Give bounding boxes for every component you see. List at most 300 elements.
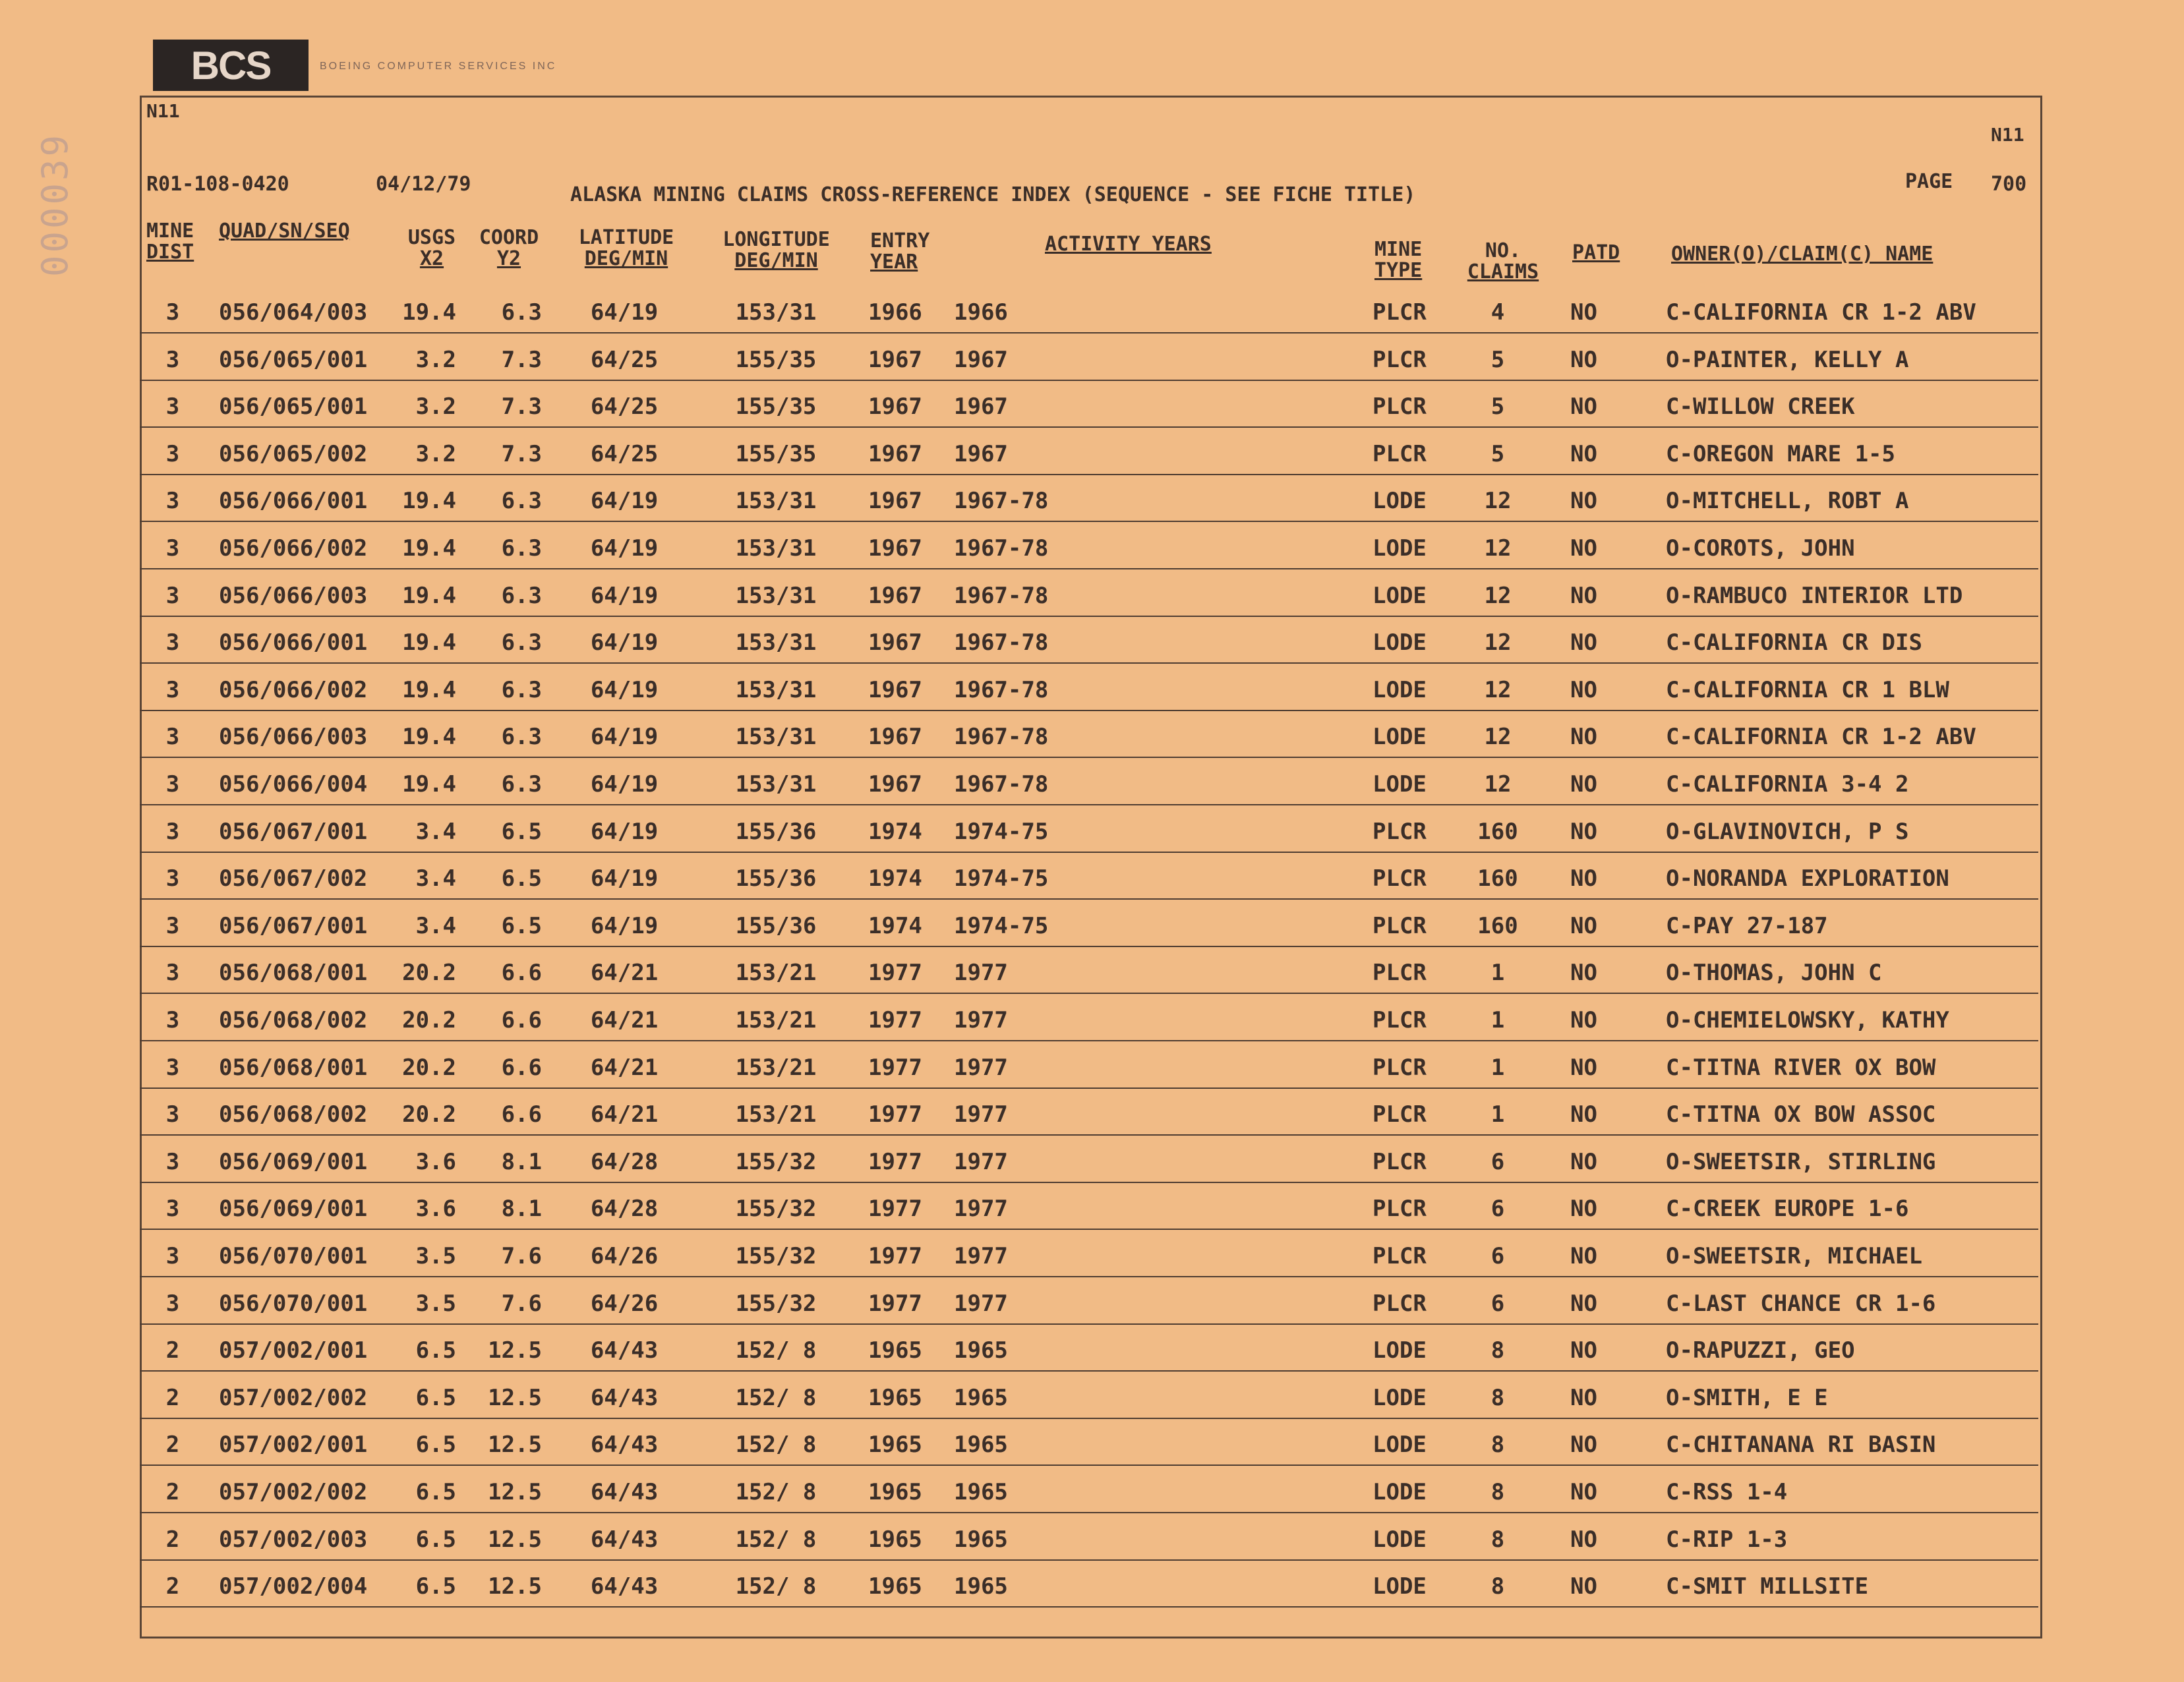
cell-lat: 64/19 [590,535,659,562]
cell-dist: 3 [165,1007,180,1033]
table-row [140,1376,2038,1422]
cell-dist: 3 [165,440,180,467]
cell-quad: 056/069/001 [219,1196,368,1223]
cell-type: LODE [1372,629,1427,656]
cell-lat: 64/19 [590,676,659,703]
cell-y2: 6.6 [501,1054,542,1081]
cell-y2: 12.5 [488,1479,542,1505]
cell-lon: 152/ 8 [735,1337,817,1364]
cell-patd: NO [1570,488,1597,515]
cell-type: LODE [1372,724,1427,751]
cell-lon: 152/ 8 [735,1573,817,1600]
cell-quad: 056/066/002 [219,535,368,562]
cell-owner: O-THOMAS, JOHN C [1666,960,1882,987]
cell-x2: 20.2 [402,1101,456,1128]
cell-activity: 1977 [954,1007,1008,1033]
cell-lat: 64/28 [590,1196,659,1223]
cell-activity: 1965 [954,1573,1008,1600]
row-rule [140,662,2038,664]
cell-activity: 1965 [954,1337,1008,1364]
table-row [140,290,2038,336]
report-title: ALASKA MINING CLAIMS CROSS-REFERENCE INDEX (SEQUENCE - SEE FICHE TITLE) [570,183,1416,206]
cell-y2: 6.3 [501,629,542,656]
table-row [140,620,2038,666]
cell-quad: 056/069/001 [219,1148,368,1175]
cell-type: PLCR [1372,1007,1427,1033]
cell-patd: NO [1570,1290,1597,1317]
cell-activity: 1965 [954,1479,1008,1505]
cell-type: PLCR [1372,393,1427,420]
cell-x2: 20.2 [402,1054,456,1081]
cell-entry: 1977 [868,1101,922,1128]
cell-y2: 6.3 [501,488,542,515]
cell-lat: 64/43 [590,1432,659,1459]
row-rule [140,474,2038,475]
cell-entry: 1967 [868,346,922,373]
cell-y2: 7.6 [501,1290,542,1317]
cell-owner: C-LAST CHANCE CR 1-6 [1666,1290,1936,1317]
cell-dist: 3 [165,1148,180,1175]
cell-y2: 7.3 [501,393,542,420]
cell-quad: 056/065/001 [219,346,368,373]
cell-quad: 056/068/002 [219,1007,368,1033]
col-entry-year [870,231,930,273]
cell-claims: 8 [1490,1337,1505,1364]
cell-patd: NO [1570,299,1597,326]
cell-x2: 3.2 [415,393,456,420]
cell-x2: 19.4 [402,771,456,798]
table-row [140,1140,2038,1186]
col-coord-line2: Y2 [496,247,521,270]
cell-owner: C-SMIT MILLSITE [1666,1573,1869,1600]
col-quad-line2: QUAD/SN/SEQ [219,219,350,243]
cell-type: LODE [1372,1432,1427,1459]
cell-quad: 056/068/001 [219,960,368,987]
cell-lat: 64/21 [590,1101,659,1128]
table-row [140,904,2038,950]
cell-activity: 1965 [954,1432,1008,1459]
cell-entry: 1965 [868,1526,922,1553]
cell-claims: 12 [1484,535,1512,562]
cell-patd: NO [1570,1196,1597,1223]
row-rule [140,898,2038,900]
cell-patd: NO [1570,393,1597,420]
table-row [140,1422,2038,1468]
cell-entry: 1974 [868,818,922,845]
row-rule [140,1606,2038,1608]
cell-activity: 1977 [954,1148,1008,1175]
cell-activity: 1967-78 [954,488,1049,515]
cell-owner: O-GLAVINOVICH, P S [1666,818,1909,845]
cell-claims: 4 [1490,299,1505,326]
cell-owner: C-RIP 1-3 [1666,1526,1788,1553]
cell-dist: 3 [165,818,180,845]
cell-type: PLCR [1372,440,1427,467]
cell-patd: NO [1570,1526,1597,1553]
cell-activity: 1967 [954,346,1008,373]
cell-owner: C-CALIFORNIA CR DIS [1666,629,1922,656]
cell-y2: 12.5 [488,1526,542,1553]
cell-lon: 155/35 [735,346,817,373]
cell-dist: 3 [165,1243,180,1269]
cell-patd: NO [1570,771,1597,798]
table-row [140,1328,2038,1374]
table-row [140,1234,2038,1280]
table-row [140,714,2038,761]
cell-quad: 056/065/002 [219,440,368,467]
row-rule [140,710,2038,711]
cell-dist: 2 [165,1337,180,1364]
cell-x2: 6.5 [415,1337,456,1364]
cell-quad: 056/068/001 [219,1054,368,1081]
col-mine-dist-line2: DIST [146,241,194,264]
cell-entry: 1967 [868,488,922,515]
cell-owner: C-PAY 27-187 [1666,912,1828,939]
cell-owner: C-CREEK EUROPE 1-6 [1666,1196,1909,1223]
cell-x2: 19.4 [402,724,456,751]
cell-owner: C-CALIFORNIA CR 1 BLW [1666,676,1949,703]
cell-lon: 153/21 [735,1101,817,1128]
cell-quad: 056/070/001 [219,1243,368,1269]
cell-lon: 153/31 [735,724,817,751]
cell-lat: 64/19 [590,488,659,515]
cell-dist: 3 [165,865,180,892]
cell-x2: 3.5 [415,1243,456,1269]
col-mine-type-line2: TYPE [1374,259,1423,282]
cell-lat: 64/19 [590,299,659,326]
cell-claims: 6 [1490,1290,1505,1317]
cell-entry: 1977 [868,1007,922,1033]
cell-quad: 056/070/001 [219,1290,368,1317]
col-entry-line2: YEAR [870,250,918,274]
col-latitude-line1: LATITUDE [578,226,674,249]
cell-type: PLCR [1372,818,1427,845]
cell-entry: 1966 [868,299,922,326]
cell-y2: 6.3 [501,676,542,703]
col-quad [219,221,350,242]
cell-entry: 1967 [868,393,922,420]
cell-owner: O-CHEMIELOWSKY, KATHY [1666,1007,1949,1033]
cell-x2: 3.5 [415,1290,456,1317]
cell-entry: 1977 [868,960,922,987]
col-owner [1671,244,1933,265]
cell-lon: 152/ 8 [735,1384,817,1411]
cell-quad: 056/066/001 [219,488,368,515]
cell-claims: 8 [1490,1479,1505,1505]
cell-lon: 155/36 [735,865,817,892]
cell-claims: 6 [1490,1243,1505,1269]
cell-x2: 3.4 [415,912,456,939]
cell-activity: 1967-78 [954,582,1049,609]
cell-entry: 1965 [868,1432,922,1459]
cell-patd: NO [1570,346,1597,373]
col-no-claims [1457,241,1549,283]
cell-lat: 64/21 [590,1007,659,1033]
cell-lon: 153/31 [735,299,817,326]
cell-x2: 3.2 [415,440,456,467]
cell-owner: O-MITCHELL, ROBT A [1666,488,1909,515]
cell-activity: 1977 [954,1101,1008,1128]
cell-lon: 155/35 [735,393,817,420]
cell-type: LODE [1372,1526,1427,1553]
col-mine-dist [146,221,194,263]
cell-claims: 12 [1484,582,1512,609]
cell-activity: 1966 [954,299,1008,326]
cell-type: PLCR [1372,912,1427,939]
cell-lat: 64/19 [590,818,659,845]
cell-quad: 056/067/001 [219,818,368,845]
cell-lat: 64/28 [590,1148,659,1175]
col-entry-line1: ENTRY [870,229,930,252]
cell-dist: 3 [165,488,180,515]
cell-lon: 155/32 [735,1148,817,1175]
col-patd [1572,243,1620,264]
row-rule [140,1559,2038,1561]
row-rule [140,804,2038,805]
table-row [140,856,2038,902]
cell-x2: 19.4 [402,488,456,515]
bcs-logo: BCS [153,40,309,91]
cell-dist: 3 [165,393,180,420]
cell-type: PLCR [1372,1148,1427,1175]
cell-type: PLCR [1372,1290,1427,1317]
row-rule [140,1040,2038,1041]
cell-lon: 153/31 [735,771,817,798]
col-usgs-x2 [396,227,468,270]
cell-quad: 057/002/002 [219,1384,368,1411]
cell-dist: 3 [165,299,180,326]
cell-claims: 12 [1484,724,1512,751]
cell-lat: 64/21 [590,1054,659,1081]
row-rule [140,1323,2038,1325]
cell-activity: 1974-75 [954,912,1049,939]
cell-lon: 155/35 [735,440,817,467]
cell-y2: 8.1 [501,1196,542,1223]
cell-lat: 64/21 [590,960,659,987]
cell-lat: 64/19 [590,724,659,751]
cell-entry: 1967 [868,724,922,751]
cell-entry: 1967 [868,676,922,703]
col-mine-type-line1: MINE [1374,238,1423,261]
cell-type: LODE [1372,1337,1427,1364]
cell-x2: 6.5 [415,1479,456,1505]
cell-lon: 155/32 [735,1290,817,1317]
cell-entry: 1977 [868,1148,922,1175]
col-mine-dist-line1: MINE [146,219,194,243]
cell-quad: 056/066/003 [219,582,368,609]
col-longitude-line1: LONGITUDE [723,228,830,251]
table-row [140,668,2038,714]
cell-type: PLCR [1372,346,1427,373]
cell-activity: 1967-78 [954,629,1049,656]
cell-dist: 3 [165,1054,180,1081]
row-rule [140,1370,2038,1372]
cell-patd: NO [1570,1101,1597,1128]
cell-type: LODE [1372,1479,1427,1505]
cell-claims: 6 [1490,1148,1505,1175]
cell-quad: 057/002/002 [219,1479,368,1505]
cell-lat: 64/43 [590,1479,659,1505]
table-row [140,762,2038,808]
cell-entry: 1967 [868,771,922,798]
cell-claims: 8 [1490,1384,1505,1411]
cell-dist: 2 [165,1573,180,1600]
report-date: 04/12/79 [376,173,471,196]
cell-type: PLCR [1372,865,1427,892]
cell-claims: 1 [1490,1054,1505,1081]
cell-lat: 64/19 [590,865,659,892]
cell-owner: O-SWEETSIR, MICHAEL [1666,1243,1922,1269]
col-coord-y2 [469,227,548,270]
cell-owner: C-TITNA OX BOW ASSOC [1666,1101,1936,1128]
cell-quad: 056/067/002 [219,865,368,892]
cell-claims: 8 [1490,1526,1505,1553]
cell-y2: 6.6 [501,1007,542,1033]
row-rule [140,1418,2038,1419]
cell-patd: NO [1570,1054,1597,1081]
cell-lon: 153/21 [735,960,817,987]
cell-x2: 6.5 [415,1432,456,1459]
cell-owner: O-COROTS, JOHN [1666,535,1855,562]
col-claims-line1: NO. [1485,239,1521,262]
cell-type: LODE [1372,1384,1427,1411]
cell-claims: 1 [1490,1007,1505,1033]
cell-owner: O-PAINTER, KELLY A [1666,346,1909,373]
cell-owner: C-WILLOW CREEK [1666,393,1855,420]
cell-y2: 12.5 [488,1432,542,1459]
cell-type: LODE [1372,1573,1427,1600]
cell-patd: NO [1570,818,1597,845]
cell-dist: 3 [165,724,180,751]
cell-lat: 64/25 [590,346,659,373]
cell-patd: NO [1570,440,1597,467]
cell-claims: 8 [1490,1573,1505,1600]
col-activity-years [1045,234,1212,255]
cell-claims: 160 [1477,818,1518,845]
cell-lon: 153/31 [735,629,817,656]
cell-lon: 153/31 [735,488,817,515]
cell-quad: 056/066/004 [219,771,368,798]
cell-type: LODE [1372,582,1427,609]
cell-entry: 1967 [868,535,922,562]
col-longitude [709,229,844,272]
cell-x2: 3.4 [415,865,456,892]
cell-claims: 160 [1477,912,1518,939]
cell-y2: 6.3 [501,535,542,562]
cell-quad: 057/002/001 [219,1432,368,1459]
cell-type: LODE [1372,771,1427,798]
cell-activity: 1974-75 [954,818,1049,845]
cell-activity: 1977 [954,1054,1008,1081]
table-row [140,1470,2038,1516]
cell-claims: 8 [1490,1432,1505,1459]
cell-claims: 1 [1490,960,1505,987]
cell-y2: 12.5 [488,1337,542,1364]
cell-type: PLCR [1372,1101,1427,1128]
cell-patd: NO [1570,1337,1597,1364]
cell-activity: 1965 [954,1526,1008,1553]
cell-type: LODE [1372,535,1427,562]
cell-patd: NO [1570,1007,1597,1033]
cell-lat: 64/26 [590,1290,659,1317]
cell-activity: 1977 [954,1196,1008,1223]
cell-x2: 19.4 [402,582,456,609]
cell-y2: 7.3 [501,440,542,467]
table-row [140,1186,2038,1232]
row-rule [140,616,2038,617]
cell-entry: 1974 [868,865,922,892]
cell-activity: 1967-78 [954,676,1049,703]
cell-dist: 3 [165,629,180,656]
row-rule [140,426,2038,428]
cell-claims: 12 [1484,676,1512,703]
cell-entry: 1977 [868,1290,922,1317]
cell-activity: 1967-78 [954,724,1049,751]
cell-x2: 3.6 [415,1148,456,1175]
cell-owner: C-RSS 1-4 [1666,1479,1788,1505]
col-owner-line2: OWNER(O)/CLAIM(C) NAME [1671,243,1933,266]
cell-dist: 3 [165,771,180,798]
cell-patd: NO [1570,676,1597,703]
cell-quad: 056/068/002 [219,1101,368,1128]
cell-type: PLCR [1372,1196,1427,1223]
row-rule [140,521,2038,522]
cell-owner: O-NORANDA EXPLORATION [1666,865,1949,892]
cell-claims: 5 [1490,440,1505,467]
cell-y2: 6.3 [501,299,542,326]
row-rule [140,1182,2038,1183]
cell-quad: 057/002/001 [219,1337,368,1364]
cell-y2: 6.5 [501,818,542,845]
row-rule [140,946,2038,947]
cell-owner: O-SWEETSIR, STIRLING [1666,1148,1936,1175]
cell-owner: O-RAPUZZI, GEO [1666,1337,1855,1364]
cell-activity: 1967-78 [954,535,1049,562]
cell-x2: 6.5 [415,1526,456,1553]
cell-type: PLCR [1372,299,1427,326]
cell-lon: 153/21 [735,1054,817,1081]
row-rule [140,1276,2038,1277]
corner-mark-left: N11 [146,100,180,122]
row-rule [140,757,2038,758]
cell-patd: NO [1570,960,1597,987]
cell-dist: 3 [165,1196,180,1223]
cell-patd: NO [1570,1432,1597,1459]
cell-lat: 64/19 [590,629,659,656]
cell-lat: 64/19 [590,582,659,609]
table-row [140,384,2038,430]
cell-y2: 7.3 [501,346,542,373]
cell-patd: NO [1570,1479,1597,1505]
table-row [140,1281,2038,1327]
cell-owner: O-RAMBUCO INTERIOR LTD [1666,582,1963,609]
cell-x2: 6.5 [415,1573,456,1600]
cell-entry: 1977 [868,1243,922,1269]
cell-owner: C-CALIFORNIA CR 1-2 ABV [1666,724,1976,751]
row-rule [140,1464,2038,1466]
table-row [140,998,2038,1044]
cell-y2: 6.3 [501,582,542,609]
cell-lon: 155/32 [735,1196,817,1223]
cell-y2: 6.6 [501,960,542,987]
cell-activity: 1974-75 [954,865,1049,892]
cell-claims: 5 [1490,393,1505,420]
cell-dist: 3 [165,1101,180,1128]
row-rule [140,1512,2038,1513]
cell-patd: NO [1570,1243,1597,1269]
cell-lon: 155/36 [735,818,817,845]
col-longitude-line2: DEG/MIN [734,249,818,272]
